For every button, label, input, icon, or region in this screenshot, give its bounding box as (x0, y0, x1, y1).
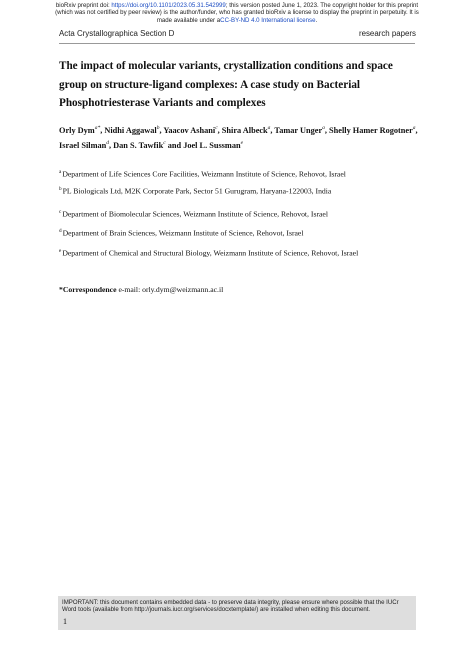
license-prefix: made available under a (156, 16, 221, 24)
affiliation-c: $^c$Department of Biomolecular Sciences, Weizmann Institute of Science, Rehovot, Israel (59, 209, 328, 219)
affiliation-d: $^d$Department of Brain Sciences, Weizmann Institute of Science, Rehovot, Israel (59, 228, 304, 238)
iucr-notice-box (58, 596, 416, 630)
affiliation-e: $^e$Department of Chemical and Structural Biology, Weizmann Institute of Science, Rehovot, Israel (59, 248, 359, 258)
author: Joel L. Sussman$^e$ (183, 139, 244, 150)
author: Tamar Unger$^a$, (274, 125, 330, 135)
notice-line-2: Word tools (available from http://journals.iucr.org/services/docxtemplate/) are installed when editing this document. (62, 606, 371, 614)
license-suffix: . (315, 16, 318, 24)
running-header (59, 29, 416, 41)
page-number: 1 (63, 617, 67, 626)
affiliation-b: $^b$PL Biologicals Ltd, M2K Corporate Park, Sector 51 Gurugram, Haryana-122003, India (59, 186, 332, 196)
header-rule (59, 43, 415, 44)
author: Orly Dym$^{a*}$, (59, 125, 105, 135)
correspondence (59, 285, 419, 294)
preprint-doi-prefix: bioRxiv preprint doi: (55, 2, 112, 9)
author: Shelly Hamer Rogotner$^a$, (329, 125, 418, 135)
preprint-line-1 (0, 2, 474, 9)
preprint-line-2: (which was not certified by peer review) is the author/funder, who has granted bioRxiv a license to display the preprint in perpetuity. It is (55, 9, 419, 17)
preprint-copyright-text: ; this version posted June 1, 2023. The copyright holder for this preprint (225, 2, 419, 9)
author: Nidhi Aggawal$^b$, (104, 125, 164, 135)
author: Dan S. Tawfik$^c$ and (113, 139, 184, 150)
author: Shira Albeck$^a$, (221, 125, 275, 135)
notice-line-1: IMPORTANT: this document contains embedded data - to preserve data integrity, please ensure where possible that the IUCr (62, 599, 399, 606)
correspondence-label: *Correspondence (59, 285, 117, 294)
preprint-notice (0, 2, 474, 24)
author-list (59, 122, 419, 152)
paper-title: The impact of molecular variants, crystallization conditions and space group on structure-ligand complexes: A case study on Bacterial Phosphotriesterase Variants and complexes (59, 60, 393, 109)
affiliation-a: $^a$Department of Life Sciences Core Facilities, Weizmann Institute of Science, Rehovot, Israel (59, 169, 346, 179)
license-link[interactable]: CC-BY-ND 4.0 International license (220, 16, 316, 24)
author: Yaacov Ashani$^c$, (163, 125, 222, 135)
journal-name: Acta Crystallographica Section D (59, 29, 175, 38)
preprint-line-3 (0, 17, 474, 24)
article-section: research papers (358, 29, 416, 38)
author: Israel Silman$^d$, (59, 139, 114, 150)
correspondence-email: e-mail: orly.dym@weizmann.ac.il (116, 285, 224, 294)
doi-link[interactable]: https://doi.org/10.1101/2023.05.31.542999 (111, 2, 226, 9)
